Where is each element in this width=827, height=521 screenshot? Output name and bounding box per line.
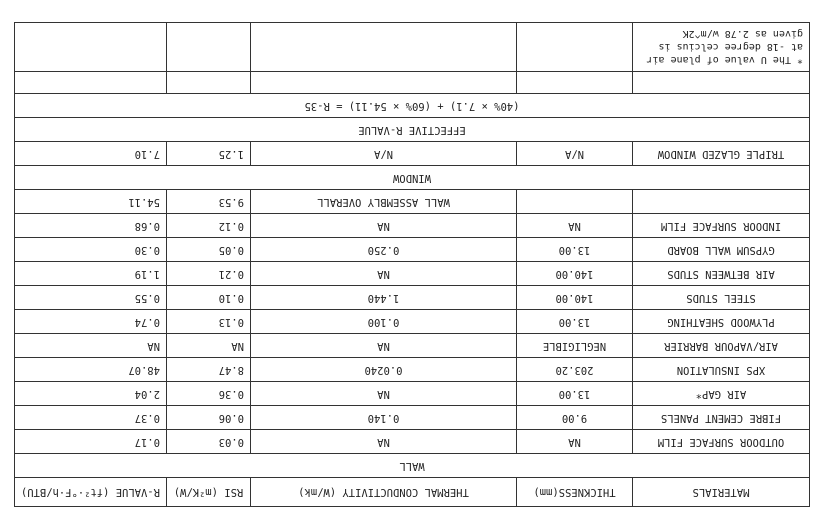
rsi-cell: 0.06 (167, 406, 251, 430)
table-row (15, 382, 810, 406)
material-cell: AIR/VAPOUR BARRIER (633, 334, 810, 358)
thickness-cell: 140.00 (517, 286, 633, 310)
thickness-cell: N/A (517, 142, 633, 166)
header-conductivity: THERMAL CONDUCTIVITY (W/mk) (251, 478, 517, 507)
material-cell: STEEL STUDS (633, 286, 810, 310)
formula-row (15, 94, 810, 118)
conductivity-cell: NA (251, 262, 517, 286)
thickness-cell: 9.00 (517, 406, 633, 430)
r-value-cell: 0.55 (15, 286, 167, 310)
empty-cell (633, 190, 810, 214)
r-value-cell: 0.30 (15, 238, 167, 262)
conductivity-cell: 0.0240 (251, 358, 517, 382)
rsi-cell: 0.12 (167, 214, 251, 238)
material-cell: OUTDOOR SURFACE FILM (633, 430, 810, 454)
wall-total-label: WALL ASSEMBLY OVERALL (251, 190, 517, 214)
r-value-cell: 7.10 (15, 142, 167, 166)
table-row (15, 238, 810, 262)
footnote: * The U value of plane air at -18 degree celcius is given as 2.78 w/m^2K (633, 23, 810, 72)
conductivity-cell: 0.140 (251, 406, 517, 430)
conductivity-cell: 1.440 (251, 286, 517, 310)
table-row (15, 310, 810, 334)
thickness-cell: NA (517, 214, 633, 238)
table-row (15, 334, 810, 358)
empty-cell (15, 23, 167, 72)
conductivity-cell: 0.100 (251, 310, 517, 334)
conductivity-cell: NA (251, 430, 517, 454)
empty-cell (517, 190, 633, 214)
thickness-cell: 13.00 (517, 310, 633, 334)
rsi-cell: 8.47 (167, 358, 251, 382)
empty-cell (517, 23, 633, 72)
r-value-cell: 0.17 (15, 430, 167, 454)
empty-cell (167, 23, 251, 72)
conductivity-cell: NA (251, 214, 517, 238)
effective-r-value-title: EFFECTIVE R-VALUE (15, 118, 810, 142)
header-r-value: R-VALUE (ft²·°F·h/BTU) (15, 478, 167, 507)
rsi-cell: 0.05 (167, 238, 251, 262)
conductivity-cell: 0.250 (251, 238, 517, 262)
thickness-cell: NEGLIGIBLE (517, 334, 633, 358)
empty-cell (633, 72, 810, 94)
r-value-cell: NA (15, 334, 167, 358)
empty-cell (167, 72, 251, 94)
empty-cell (251, 23, 517, 72)
wall-section-title: WALL (15, 454, 810, 478)
wall-total-row (15, 190, 810, 214)
rsi-cell: NA (167, 334, 251, 358)
material-cell: FIBRE CEMENT PANELS (633, 406, 810, 430)
table-row (15, 358, 810, 382)
r-value-cell: 2.04 (15, 382, 167, 406)
material-cell: AIR GAP* (633, 382, 810, 406)
effective-r-value-formula: (40% × 7.1) + (60% × 54.11) = R-35 (15, 94, 810, 118)
material-cell: AIR BETWEEN STUDS (633, 262, 810, 286)
thermal-resistance-table (14, 22, 810, 507)
thickness-cell: 13.00 (517, 238, 633, 262)
material-cell: INDOOR SURFACE FILM (633, 214, 810, 238)
r-value-cell: 48.07 (15, 358, 167, 382)
wall-total-rsi: 9.53 (167, 190, 251, 214)
rsi-cell: 0.36 (167, 382, 251, 406)
header-materials: MATERIALS (633, 478, 810, 507)
empty-cell (517, 72, 633, 94)
table-row (15, 286, 810, 310)
thickness-cell: 140.00 (517, 262, 633, 286)
footnote-row (15, 23, 810, 72)
table-row (15, 406, 810, 430)
material-cell: TRIPLE GLAZED WINDOW (633, 142, 810, 166)
conductivity-cell: N/A (251, 142, 517, 166)
thickness-cell: 13.00 (517, 382, 633, 406)
conductivity-cell: NA (251, 382, 517, 406)
r-value-cell: 1.19 (15, 262, 167, 286)
r-value-cell: 0.68 (15, 214, 167, 238)
r-value-cell: 0.74 (15, 310, 167, 334)
header-row (15, 478, 810, 507)
table-row (15, 214, 810, 238)
material-cell: GYPSUM WALL BOARD (633, 238, 810, 262)
section-row (15, 118, 810, 142)
conductivity-cell: NA (251, 334, 517, 358)
rsi-cell: 1.25 (167, 142, 251, 166)
rsi-cell: 0.03 (167, 430, 251, 454)
section-row (15, 454, 810, 478)
table-row (15, 262, 810, 286)
rsi-cell: 0.10 (167, 286, 251, 310)
thickness-cell: 203.20 (517, 358, 633, 382)
header-rsi: RSI (m²K/W) (167, 478, 251, 507)
table-row (15, 142, 810, 166)
section-row (15, 166, 810, 190)
blank-row (15, 72, 810, 94)
r-value-cell: 0.37 (15, 406, 167, 430)
rsi-cell: 0.21 (167, 262, 251, 286)
thickness-cell: NA (517, 430, 633, 454)
wall-total-r-value: 54.11 (15, 190, 167, 214)
material-cell: XPS INSULATION (633, 358, 810, 382)
empty-cell (251, 72, 517, 94)
window-section-title: WINDOW (15, 166, 810, 190)
material-cell: PLYWOOD SHEATHING (633, 310, 810, 334)
empty-cell (15, 72, 167, 94)
rsi-cell: 0.13 (167, 310, 251, 334)
table-row (15, 430, 810, 454)
header-thickness: THICKNESS(mm) (517, 478, 633, 507)
